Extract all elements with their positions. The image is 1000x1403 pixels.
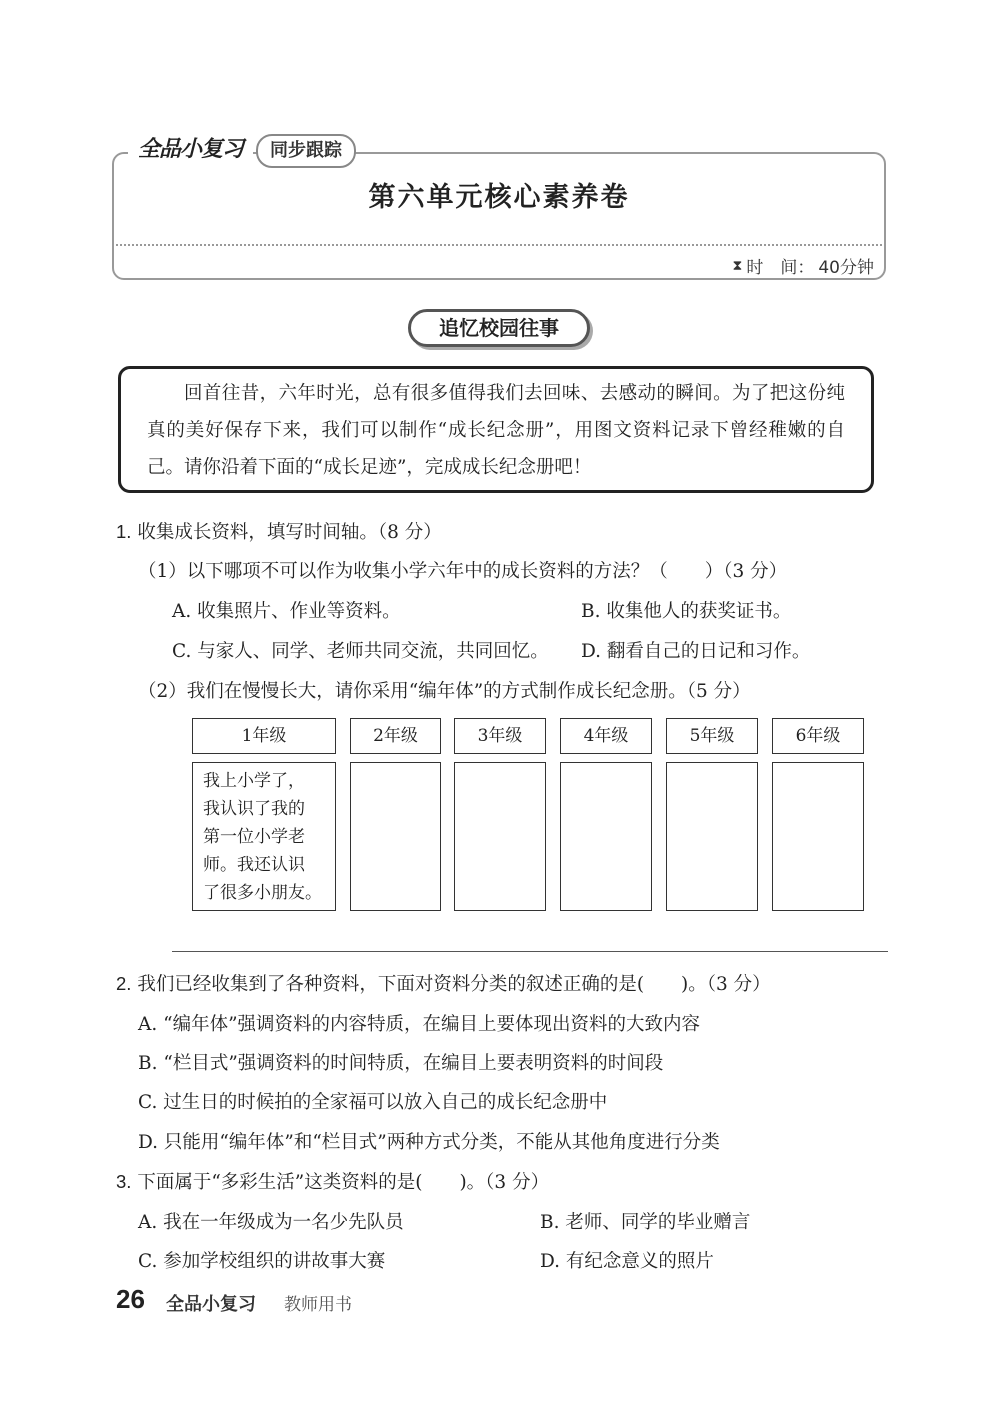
grade1-line: 我上小学了， <box>203 771 305 791</box>
q1-sub2: （2）我们在慢慢长大，请你采用“编年体”的方式制作成长纪念册。（5 分） <box>138 681 751 702</box>
q1-option-d: D. 翻看自己的日记和习作。 <box>581 641 811 662</box>
grade-header-1: 1年级 <box>192 718 336 754</box>
q3-stem <box>116 1168 549 1194</box>
section-divider <box>172 951 888 952</box>
q3-option-c: C. 参加学校组织的讲故事大赛 <box>138 1251 386 1272</box>
grade-header-6: 6年级 <box>772 718 864 754</box>
time-value: 40分钟 <box>818 258 874 278</box>
brand-tag: 同步跟踪 <box>256 134 356 168</box>
grade-cell-4[interactable] <box>560 762 652 911</box>
q2-option-a: A. “编年体”强调资料的内容特质，在编目上要体现出资料的大致内容 <box>138 1014 701 1035</box>
q1-text: 收集成长资料，填写时间轴。（8 分） <box>137 522 442 543</box>
q1-number: 1. <box>116 521 132 542</box>
q2-option-d: D. 只能用“编年体”和“栏目式”两种方式分类，不能从其他角度进行分类 <box>138 1132 720 1153</box>
brand-logo: 全品小复习 <box>128 133 253 167</box>
grade-cell-6[interactable] <box>772 762 864 911</box>
footer-brand: 全品小复习 <box>166 1294 256 1315</box>
grade-cell-2[interactable] <box>350 762 441 911</box>
q3-option-b: B. 老师、同学的毕业赠言 <box>540 1212 751 1233</box>
hourglass-icon: ⧗ <box>732 257 743 274</box>
section-banner: 追忆校园往事 <box>408 309 590 347</box>
q3-option-a: A. 我在一年级成为一名少先队员 <box>138 1212 404 1233</box>
grade-header-4: 4年级 <box>560 718 652 754</box>
grade1-line: 第一位小学老 <box>203 827 305 847</box>
q2-text: 我们已经收集到了各种资料，下面对资料分类的叙述正确的是( )。（3 分） <box>137 974 771 995</box>
q3-number: 3. <box>116 1171 132 1192</box>
grade-header-2: 2年级 <box>350 718 441 754</box>
grade1-line: 我认识了我的 <box>203 799 305 819</box>
q2-option-b: B. “栏目式”强调资料的时间特质，在编目上要表明资料的时间段 <box>138 1053 664 1074</box>
q2-number: 2. <box>116 973 132 994</box>
q3-text: 下面属于“多彩生活”这类资料的是( )。（3 分） <box>137 1172 550 1193</box>
grade-header-5: 5年级 <box>666 718 758 754</box>
q1-option-c: C. 与家人、同学、老师共同交流，共同回忆。 <box>172 641 549 662</box>
time-info <box>733 253 874 278</box>
q3-option-d: D. 有纪念意义的照片 <box>540 1251 714 1272</box>
grade1-line: 了很多小朋友。 <box>203 883 322 903</box>
q2-option-c: C. 过生日的时候拍的全家福可以放入自己的成长纪念册中 <box>138 1092 608 1113</box>
grade-cell-3[interactable] <box>454 762 546 911</box>
intro-box: 回首往昔，六年时光，总有很多值得我们去回味、去感动的瞬间。为了把这份纯真的美好保存下来，我们可以制作“成长纪念册”，用图文资料记录下曾经稚嫩的自己。请你沿着下面的“成长足迹”，完成成长纪念册吧！ <box>118 366 874 493</box>
page-number: 26 <box>116 1284 145 1314</box>
grade-header-3: 3年级 <box>454 718 546 754</box>
grade-cell-1 <box>192 762 336 911</box>
page-title: 第六单元核心素养卷 <box>368 182 630 213</box>
q1-stem <box>116 518 442 544</box>
grade1-line: 师。我还认识 <box>203 855 305 875</box>
q1-option-b: B. 收集他人的获奖证书。 <box>581 601 792 622</box>
q1-option-a: A. 收集照片、作业等资料。 <box>172 601 401 622</box>
time-label: 时 间： <box>746 258 815 278</box>
footer-role: 教师用书 <box>284 1295 352 1315</box>
grade-cell-5[interactable] <box>666 762 758 911</box>
q2-stem <box>116 970 771 996</box>
header-divider <box>112 244 886 246</box>
q1-sub1: （1）以下哪项不可以作为收集小学六年中的成长资料的方法？（ ）（3 分） <box>138 561 788 582</box>
